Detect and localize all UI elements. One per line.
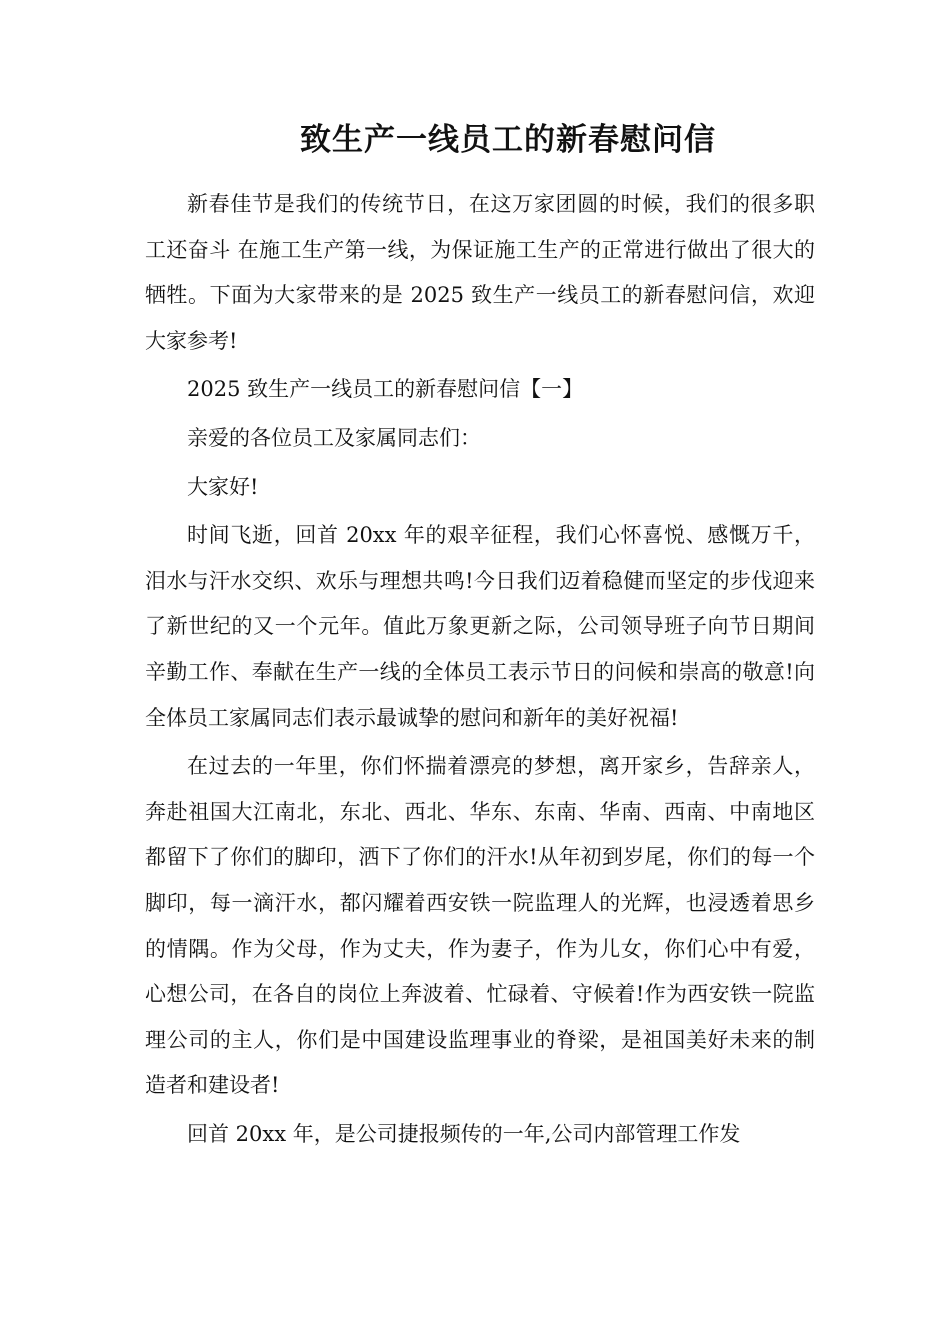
document-title: 致生产一线员工的新春慰问信 bbox=[300, 122, 716, 158]
salutation: 亲爱的各位员工及家属同志们： bbox=[187, 425, 481, 450]
section-heading: 2025 致生产一线员工的新春慰问信【一】 bbox=[187, 377, 584, 402]
body-paragraph: 在过去的一年里，你们怀揣着漂亮的梦想，离开家乡，告辞亲人，奔赴祖国大江南北，东北、西北、华东、东南、华南、西南、中南地区都留下了你们的脚印，洒下了你们的汗水!从年初到岁尾，你们的每一个脚印，每一滴汗水，都闪耀着西安铁一院监理人的光辉，也浸透着思乡的情隅。作为父母，作为丈夫，作为妻子，作为儿女，你们心中有爱，心想公司，在各自的岗位上奔波着、忙碌着、守候着!作为西安铁一院监理公司的主人，你们是中国建设监理事业的脊梁，是祖国美好未来的制造者和建设者! bbox=[145, 754, 815, 1098]
body-paragraph: 回首 20xx 年，是公司捷报频传的一年,公司内部管理工作发 bbox=[187, 1121, 741, 1146]
body-paragraph: 时间飞逝，回首 20xx 年的艰辛征程，我们心怀喜悦、感慨万千，泪水与汗水交织、欢乐与理想共鸣!今日我们迈着稳健而坚定的步伐迎来了新世纪的又一个元年。值此万象更新之际，公司领导班子向节日期间辛勤工作、奉献在生产一线的全体员工表示节日的问候和崇高的敬意!向全体员工家属同志们表示最诚挚的慰问和新年的美好祝福! bbox=[145, 523, 815, 730]
greeting: 大家好! bbox=[187, 474, 259, 499]
intro-paragraph: 新春佳节是我们的传统节日，在这万家团圆的时候，我们的很多职工还奋斗 在施工生产第一线，为保证施工生产的正常进行做出了很大的牺牲。下面为大家带来的是 2025 致生产一线员工的新春慰问信，欢迎大家参考! bbox=[145, 192, 815, 353]
document-body bbox=[145, 182, 815, 1160]
